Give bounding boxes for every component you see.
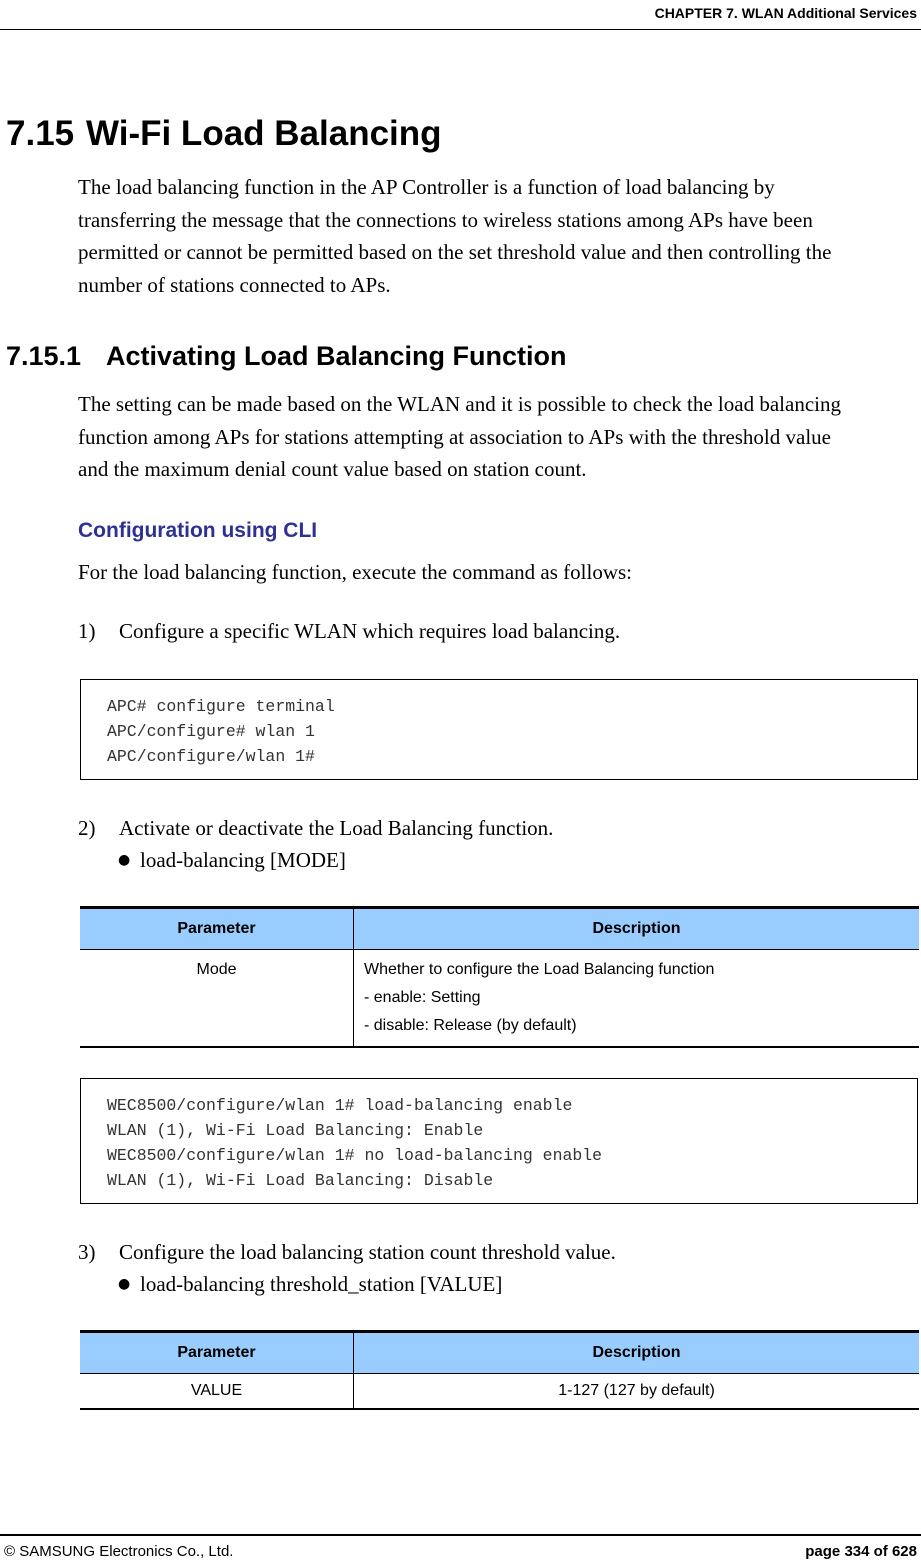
command-text: load-balancing [MODE] [140,848,346,872]
table-header-row [80,908,919,950]
table-cell [80,950,354,1048]
step-2 [78,816,553,841]
config-heading: Configuration using CLI [78,519,318,542]
description-line: 1-127 (127 by default) [558,1382,715,1399]
config-intro: For the load balancing function, execute the command as follows: [78,560,633,584]
table-row [80,950,919,1048]
param-name: Mode [196,961,237,978]
code-line: WEC8500/configure/wlan 1# load-balancing enable [107,1096,573,1115]
text-line: function among APs for stations attempting at association to APs with the threshold value [78,424,831,449]
subsection-intro [78,388,918,486]
column-header: Description [354,1332,920,1374]
command-syntax [118,1272,502,1297]
description-line: - disable: Release (by default) [364,1017,577,1034]
code-line: WLAN (1), Wi-Fi Load Balancing: Disable [107,1171,494,1190]
description-line: Whether to configure the Load Balancing function [364,961,715,978]
text-line: number of stations connected to APs. [78,272,391,297]
section-intro [78,171,918,301]
parameter-table-mode [80,906,919,1048]
footer-copyright: © SAMSUNG Electronics Co., Ltd. [4,1543,234,1560]
column-header: Description [354,908,920,950]
column-header: Parameter [80,908,354,950]
code-line: APC/configure/wlan 1# [107,747,315,766]
step-text: Configure a specific WLAN which requires load balancing. [119,619,621,643]
page-number: page 334 of 628 [805,1543,917,1560]
table-header-row [80,1332,919,1374]
description-line: - enable: Setting [364,989,481,1006]
text-line: The setting can be made based on the WLAN and it is possible to check the load balancing [78,392,841,416]
subsection-title: Activating Load Balancing Function [106,341,567,371]
step-number: 3) [78,1240,96,1264]
table-cell [354,1374,920,1410]
command-syntax [118,848,346,873]
subsection-number: 7.15.1 [6,341,82,371]
section-number: 7.15 [6,114,75,153]
step-3 [78,1240,616,1265]
step-text: Activate or deactivate the Load Balancing function. [119,816,554,840]
step-number: 2) [78,816,96,840]
footer-divider [0,1534,921,1536]
step-text: Configure the load balancing station count threshold value. [119,1240,616,1264]
code-line: WLAN (1), Wi-Fi Load Balancing: Enable [107,1121,484,1140]
bullet-icon: ● [118,1276,131,1292]
step-1 [78,619,620,644]
text-line: and the maximum denial count value based on station count. [78,457,587,481]
bullet-icon: ● [118,852,131,868]
text-line: The load balancing function in the AP Controller is a function of load balancing by [78,175,775,199]
parameter-table-value [80,1330,919,1410]
section-heading [6,114,442,154]
column-header: Parameter [80,1332,354,1374]
table-cell [80,1374,354,1410]
subsection-heading [6,341,567,372]
table-row [80,1374,919,1410]
section-title: Wi-Fi Load Balancing [86,114,442,153]
code-line: APC/configure# wlan 1 [107,722,315,741]
code-block-2 [80,1078,918,1204]
chapter-title: CHAPTER 7. WLAN Additional Services [654,5,917,21]
step-number: 1) [78,619,96,643]
text-line: transferring the message that the connections to wireless stations among APs have been [78,207,813,232]
command-text: load-balancing threshold_station [VALUE] [140,1272,503,1296]
page-header [0,0,921,30]
code-block-1 [80,679,918,780]
text-line: permitted or cannot be permitted based on the set threshold value and then controlling the [78,240,832,264]
param-name: VALUE [190,1382,243,1399]
code-line: WEC8500/configure/wlan 1# no load-balancing enable [107,1146,603,1165]
code-line: APC# configure terminal [107,697,335,716]
table-cell [354,950,920,1048]
